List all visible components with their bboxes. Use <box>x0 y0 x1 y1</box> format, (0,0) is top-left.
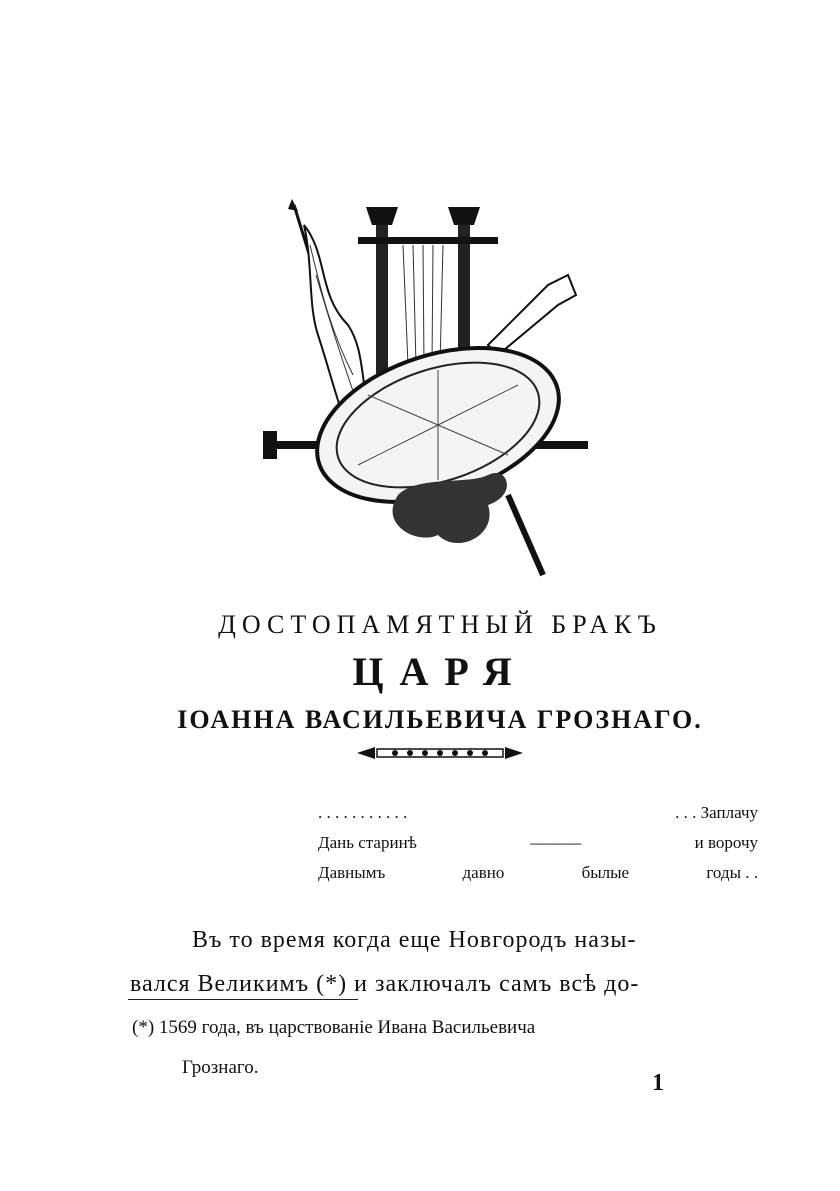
body-line-1: Въ то время когда еще Новгородъ назы- <box>192 927 637 953</box>
body-paragraph <box>130 918 770 1006</box>
title-line-2: ЦАРЯ <box>352 649 528 694</box>
epigraph-dots: . . . . . . . . . . . <box>318 803 408 822</box>
footnote-divider <box>128 999 358 1000</box>
epigraph-text: . . . Заплачу <box>675 803 758 822</box>
footnote-line-1: (*) 1569 года, въ царствованіе Ивана Васильевича <box>132 1017 536 1038</box>
title-line-1: ДОСТОПАМЯТНЫЙ БРАКЪ <box>218 610 662 639</box>
footnote <box>132 1008 792 1088</box>
epigraph-text: Дань старинѣ <box>318 833 417 852</box>
body-line-2: вался Великимъ (*) и заключалъ самъ всѣ до- <box>130 971 640 997</box>
epigraph-dash: ——— <box>530 833 582 852</box>
epigraph-text: былые <box>581 863 630 882</box>
epigraph-text: годы . . <box>706 863 758 882</box>
page-number: 1 <box>652 1070 664 1096</box>
epigraph-line-2 <box>318 828 758 858</box>
epigraph-line-3 <box>318 858 758 888</box>
ornamental-rule-icon <box>355 743 525 763</box>
footnote-line-2: Грознаго. <box>182 1057 259 1078</box>
epigraph <box>318 798 758 888</box>
epigraph-text: и ворочу <box>694 833 758 852</box>
trophy-vignette-icon <box>258 195 598 585</box>
epigraph-text: давно <box>462 863 505 882</box>
title-line-3: ІОАННА ВАСИЛЬЕВИЧА ГРОЗНАГО. <box>177 705 703 734</box>
epigraph-text: Давнымъ <box>318 863 386 882</box>
epigraph-line-1 <box>318 798 758 828</box>
